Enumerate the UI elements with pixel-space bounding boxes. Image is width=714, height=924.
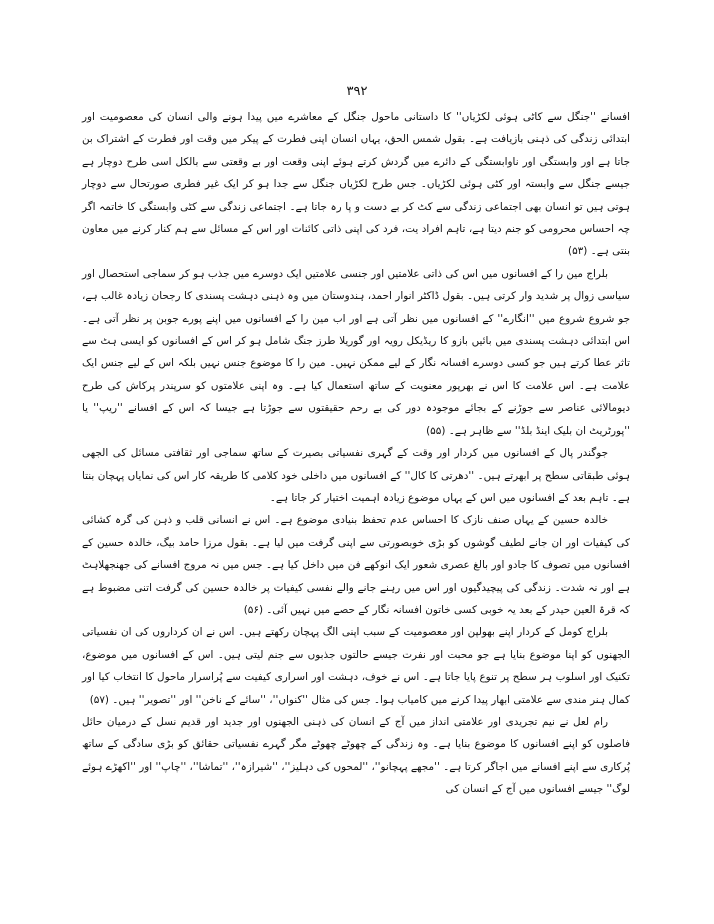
body-text <box>82 106 630 801</box>
paragraph-4: خالدہ حسین کے یہاں صنف نازک کا احساس عدم تحفظ بنیادی موضوع ہے۔ اس نے انسانی قلب و ذہن کی گرہ کشائی کی کیفیات اور ان جانے لطیف گوشوں کو بڑی خوبصورتی سے اپنی گرفت میں لیا ہے۔ بقول مرزا حامد بیگ، خالدہ حسین کے افسانوں میں تصوف کا جادو اور بالغ عصری شعور ایک انوکھے فن میں داخل کیا ہے۔ جس میں نہ مروج افسانے کی جھنجھلاہٹ ہے اور نہ شدت۔ زندگی کی پیچیدگیوں اور اس میں رہنے جانے والے نفسی کیفیات پر خالدہ حسین کی گرفت اتنی مضبوط ہے کہ قرۃ العین حیدر کے بعد یہ خوبی کسی خاتون افسانہ نگار کے حصے میں نہیں آئی۔ (۵۶) <box>82 514 630 616</box>
paragraph-5: بلراج کومل کے کردار اپنے بھولپن اور معصومیت کے سبب اپنی الگ پہچان رکھتے ہیں۔ اس نے ان کرداروں کی ان نفسیاتی الجھنوں کو اپنا موضوع بنایا ہے جو محبت اور نفرت جیسے حالتوں جذبوں سے جنم لیتی ہیں۔ اس کے افسانوں میں موضوع، تکنیک اور اسلوب ہر سطح پر تنوع پایا جاتا ہے۔ اس نے خوف، دہشت اور اسراری کیفیت سے پُراسرار ماحول کا انتخاب کیا اور کمال ہنر مندی سے علامتی ابھار پیدا کرنے میں کامیاب ہوا۔ جس کی مثال ''کنواں''، ''سائے کے ناخن'' اور ''تصویر'' ہیں۔ (۵۷) <box>82 626 630 706</box>
paragraph-2: بلراج مین را کے افسانوں میں اس کی ذاتی علامتیں اور جنسی علامتیں ایک دوسرے میں جذب ہو کر سماجی استحصال اور سیاسی زوال پر شدید وار کرتی ہیں۔ بقول ڈاکٹر انوار احمد، ہندوستان میں وہ ذہنی دہشت پسندی کا رجحان زیادہ غالب ہے، جو شروع شروع میں ''انگارے'' کے افسانوں میں نظر آتی ہے اور اب مین را کے افسانوں میں اپنے پورے جوبن پر نظر آتی ہے۔ اس ابتدائی دہشت پسندی میں بائیں بازو کا ریڈیکل رویہ اور گوریلا طرز جنگ شامل ہو کر اس کے افسانوں کو ایسی ہٹ سے تاثر عطا کرتے ہیں جو کسی دوسرے افسانہ نگار کے لیے ممکن نہیں۔ مین را کا موضوع جنس نہیں بلکہ اس کے لیے جنس ایک علامت ہے۔ اس علامت کا اس نے بھرپور معنویت کے ساتھ استعمال کیا ہے۔ وہ اپنی علامتوں کو سرپندر پرکاش کی طرح دیومالائی عناصر سے جوڑنے کے بجائے موجودہ دور کی بے رحم حقیقتوں سے جوڑتا ہے جیسا کہ اس کے افسانے ''ریپ'' یا ''پورٹریٹ ان بلیک اینڈ بلڈ'' سے ظاہر ہے۔ (۵۵) <box>82 267 630 437</box>
paragraph-1: افسانے ''جنگل سے کاٹی ہوئی لکڑیاں'' کا داستانی ماحول جنگل کے معاشرے میں پیدا ہونے والی انسان کی معصومیت اور ابتدائی زندگی کی ذہنی بازیافت ہے۔ بقول شمس الحق، یہاں انسان اپنی فطرت کے پیکر میں وقت اور فطرت کے اشتراک بن جاتا ہے اور وابستگی اور ناوابستگی کے دائرے میں گردش کرتے ہوئے اپنی وقعت اور بے وقعتی سے بالکل اسی طرح دوچار ہے جیسے جنگل سے وابستہ اور کٹی ہوئی لکڑیاں۔ جس طرح لکڑیاں جنگل سے جدا ہو کر ایک غیر فطری صورتحال سے دوچار ہوتی ہیں تو انسان بھی اجتماعی زندگی سے کٹ کر بے دست و پا رہ جاتا ہے۔ اجتماعی زندگی سے کٹی وابستگی کا خاتمہ اگر چہ احساس محرومی کو جنم دیتا ہے، تاہم افراد یت، فرد کی اپنی ذاتی کائنات اور اس کے مسائل سے ہم کنار کرنے میں معاون بنتی ہے۔ (۵۳) <box>82 111 630 258</box>
paragraph-6: رام لعل نے نیم تجریدی اور علامتی انداز میں آج کے انسان کی ذہنی الجھنوں اور جدید اور قدیم نسل کے درمیان حائل فاصلوں کو اپنے افسانوں کا موضوع بنایا ہے۔ وہ زندگی کے چھوٹے چھوٹے مگر گہرے نفسیاتی حقائق کو بڑی سادگی کے ساتھ پُرکاری سے اپنے افسانے میں اجاگر کرتا ہے۔ ''مجھے پہچانو''، ''لمحوں کی دہلیز''، ''شیرازہ''، ''تماشا''، ''چاپ'' اور ''اکھڑے ہوئے لوگ'' جیسے افسانوں میں آج کے انسان کی <box>82 715 630 796</box>
page-number: ۳۹۲ <box>346 84 368 99</box>
paragraph-3: جوگندر پال کے افسانوں میں کردار اور وقت کے گہری نفسیاتی بصیرت کے ساتھ سماجی اور ثقافتی مسائل کی الجھی ہوئی طبقاتی سطح پر ابھرتے ہیں۔ ''دھرتی کا کال'' کے افسانوں میں داخلی خود کلامی کا طریقہ کار اس کی نمایاں پہچان بنتا ہے۔ تاہم بعد کے افسانوں میں اس کے یہاں موضوع زیادہ اہمیت اختیار کر جاتا ہے۔ <box>82 447 630 504</box>
